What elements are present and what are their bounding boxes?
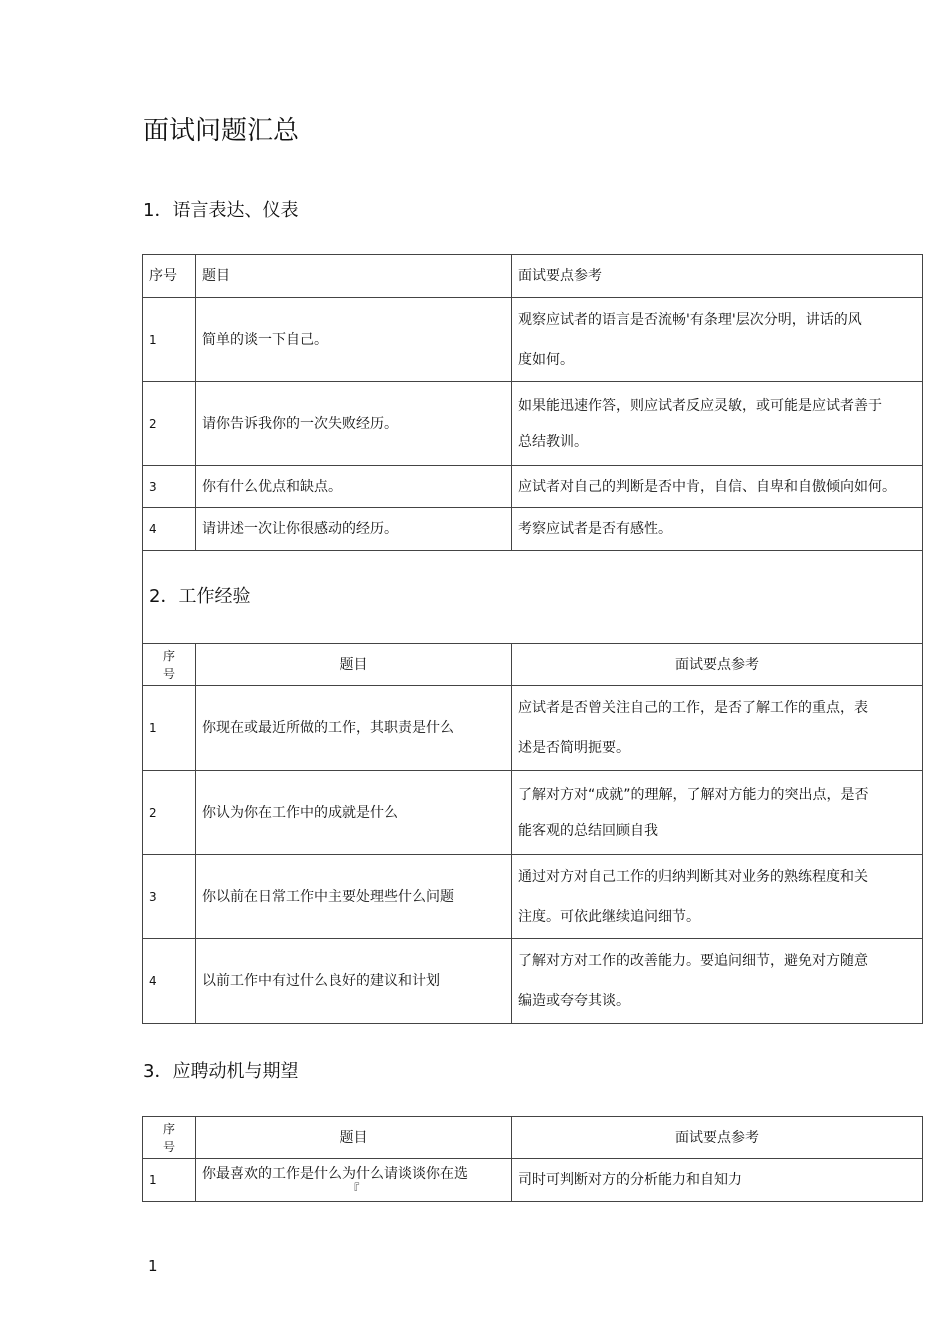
table-header-row (143, 1117, 923, 1159)
row-question: 你现在或最近所做的工作，其职责是什么 (196, 686, 512, 771)
section2-heading-row (143, 551, 923, 644)
section2-heading: 2．工作经验 (149, 585, 251, 607)
row-reference: 考察应试者是否有感性。 (512, 508, 923, 551)
reference-line-1: 通过对方对自己工作的归纳判断其对业务的熟练程度和关 (518, 868, 868, 885)
reference-line-2: 度如何。 (518, 351, 574, 368)
reference-line-2: 述是否简明扼要。 (518, 740, 630, 756)
row-num: 2 (143, 771, 196, 855)
reference-line-1: 了解对方对“成就”的理解，了解对方能力的突出点，是否 (518, 786, 869, 803)
table-row (143, 855, 923, 939)
interview-table-3 (142, 1116, 923, 1202)
row-question: 你有什么优点和缺点。 (196, 466, 512, 508)
table-row (143, 939, 923, 1024)
row-reference: 应试者对自己的判断是否中肯，自信、自卑和自傲倾向如何。 (512, 466, 923, 508)
section3-heading: 3．应聘动机与期望 (143, 1061, 299, 1082)
row-num: 1 (143, 298, 196, 382)
page-number: 1 (148, 1257, 158, 1275)
table-row (143, 508, 923, 551)
table-header-row (143, 255, 923, 298)
row-num: 4 (143, 508, 196, 551)
row-reference (512, 298, 923, 382)
table-row (143, 298, 923, 382)
row-reference (512, 686, 923, 771)
reference-line-2: 编造或夸夸其谈。 (518, 993, 630, 1009)
reference-line-1: 观察应试者的语言是否流畅'有条理'层次分明，讲话的风 (518, 311, 862, 328)
header-question: 题目 (196, 644, 512, 686)
row-reference (512, 771, 923, 855)
header-question: 题目 (196, 1117, 512, 1159)
row-num: 2 (143, 382, 196, 466)
question-mark: 『 (347, 1182, 360, 1196)
row-question: 简单的谈一下自己。 (196, 298, 512, 382)
header-reference: 面试要点参考 (512, 644, 923, 686)
reference-line-2: 总结教训。 (518, 433, 588, 450)
reference-line-2: 注度。可依此继续追问细节。 (518, 908, 700, 925)
header-num: 序号 (143, 255, 196, 298)
section1-heading: 1．语言表达、仪表 (143, 200, 299, 221)
header-reference: 面试要点参考 (512, 255, 923, 298)
table-row (143, 466, 923, 508)
header-num (143, 1117, 196, 1159)
table-row (143, 771, 923, 855)
row-num: 3 (143, 855, 196, 939)
table-row (143, 1159, 923, 1202)
row-question: 你以前在日常工作中主要处理些什么问题 (196, 855, 512, 939)
row-reference (512, 382, 923, 466)
reference-line-1: 如果能迅速作答，则应试者反应灵敏，或可能是应试者善于 (518, 397, 882, 414)
row-num: 4 (143, 939, 196, 1024)
reference-line-1: 应试者是否曾关注自己的工作，是否了解工作的重点，表 (518, 700, 868, 716)
table-header-row (143, 644, 923, 686)
row-num: 1 (143, 686, 196, 771)
table-row (143, 686, 923, 771)
row-reference: 司时可判断对方的分析能力和自知力 (512, 1159, 923, 1202)
row-question: 请讲述一次让你很感动的经历。 (196, 508, 512, 551)
interview-table-1 (142, 254, 923, 1024)
page-title: 面试问题汇总 (143, 116, 300, 146)
section2-heading-cell (143, 551, 923, 644)
reference-line-2: 能客观的总结回顾自我 (518, 822, 658, 839)
question-text: 你最喜欢的工作是什么为什么请谈谈你在选 (202, 1166, 468, 1182)
row-reference (512, 855, 923, 939)
header-reference: 面试要点参考 (512, 1117, 923, 1159)
row-question: 请你告诉我你的一次失败经历。 (196, 382, 512, 466)
row-reference (512, 939, 923, 1024)
row-question (196, 1159, 512, 1202)
table-row (143, 382, 923, 466)
header-num-text: 序号 (162, 648, 175, 681)
row-num: 3 (143, 466, 196, 508)
header-num-text: 序号 (162, 1121, 175, 1154)
row-question: 你认为你在工作中的成就是什么 (196, 771, 512, 855)
row-num: 1 (143, 1159, 196, 1202)
header-question: 题目 (196, 255, 512, 298)
header-num (143, 644, 196, 686)
reference-line-1: 了解对方对工作的改善能力。要追问细节，避免对方随意 (518, 953, 868, 969)
row-question: 以前工作中有过什么良好的建议和计划 (196, 939, 512, 1024)
